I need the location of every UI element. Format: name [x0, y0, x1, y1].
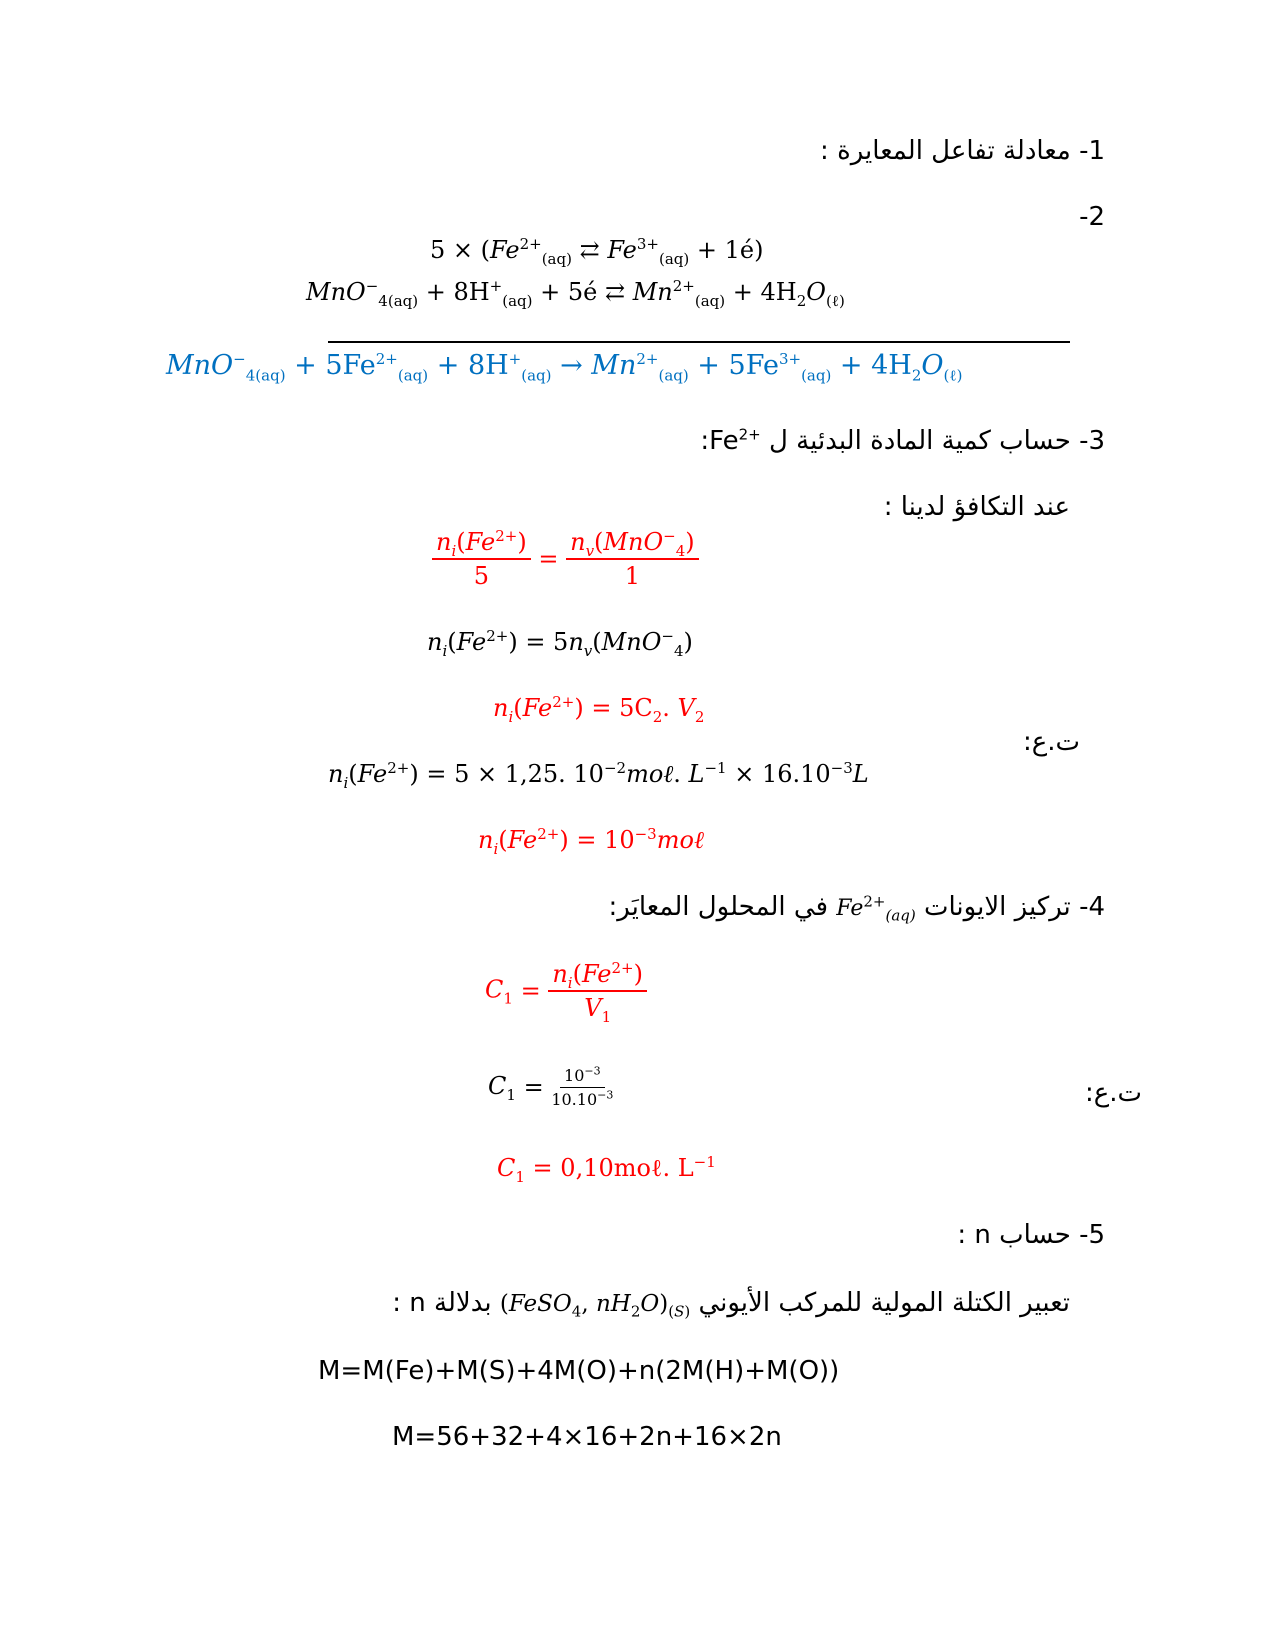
half-equation-reduction: $MnO^-_{4(aq)} + 8H^+_{(aq)}$ + 5é ⇄ $Mn^{2+}_{(aq)} + 4H_2O_{(\ell)}$ — [306, 277, 845, 310]
ni-result-value: 10 — [604, 826, 635, 854]
c1-numerator: 10 — [564, 1066, 585, 1085]
application-label-2: ت.ع: — [1084, 1078, 1142, 1108]
molar-formula-1: M=M(Fe)+M(S)+4M(O)+n(2M(H)+M(O)) — [318, 1356, 840, 1386]
ni-expression: $n_i(Fe^{2+}) = 5C_2$. $V_2$ — [493, 693, 705, 726]
question-3 — [700, 426, 1105, 456]
question-4-text-before: تركيز الايونات — [924, 892, 1071, 922]
question-2-number: 2- — [1079, 202, 1105, 232]
water-term: 4H — [760, 278, 797, 306]
half-equation-oxidation: $5 \times (Fe^{2+}_{(aq)}$ ⇄ $Fe^{3+}_{(aq)}$ + 1é) — [430, 235, 764, 268]
global-equation: $MnO^-_{4(aq)} + 5Fe^{2+}_{(aq)} + 8H^+_{(aq)} \to Mn^{2+}_{(aq)} + 5Fe^{3+}_{(aq)} + 4H_2O_{(\ell)}$ — [166, 350, 963, 385]
question-5-number: 5- — [1079, 1220, 1105, 1250]
h-term: 8H — [453, 278, 490, 306]
molar-formula-2: M=56+32+4×16+2n+16×2n — [392, 1422, 782, 1452]
question-4-number: 4- — [1079, 892, 1105, 922]
question-5-text: حساب n : — [957, 1220, 1071, 1250]
fe-species: Fe — [709, 426, 739, 456]
application-label-1: ت.ع: — [1022, 727, 1080, 757]
question-5 — [957, 1220, 1105, 1250]
question-1-number: 1- — [1079, 136, 1105, 166]
global-h: 8H — [467, 350, 509, 381]
ni-result: $n_i(Fe^{2+})$ = $10^{-3}mo\ell$ — [478, 825, 704, 858]
mno4-symbol: MnO — [306, 278, 366, 306]
electron-term: 5é — [567, 278, 598, 306]
c1-formula: $C_1$ = $\frac{n_i(Fe^{2+})}{V_1}$ — [485, 960, 647, 1022]
equation-separator — [328, 341, 1070, 343]
question-1 — [820, 136, 1105, 166]
fraction-ni-denominator: 5 — [473, 562, 489, 590]
question-1-text: معادلة تفاعل المعايرة : — [820, 136, 1071, 166]
equivalence-relation: $\frac{n_i(Fe^{2+})}{5}$ = $\frac{n_v(MnO^-_4)}{1}$ — [432, 528, 699, 590]
question-3-text: حساب كمية المادة البدئية ل — [769, 426, 1071, 456]
question-3-number: 3- — [1079, 426, 1105, 456]
c1-denominator: 10.10 — [551, 1090, 598, 1109]
global-water: 4H — [871, 350, 912, 381]
global-fe2: 5Fe — [325, 350, 376, 381]
mn-symbol: Mn — [632, 278, 673, 306]
global-mn: Mn — [591, 350, 637, 381]
ni-expr-coefficient: 5C — [619, 694, 653, 722]
fraction-ni: $\frac{n_i(Fe^{2+})}{5}$ — [432, 528, 531, 590]
fraction-nv: $\frac{n_v(MnO^-_4)}{1}$ — [566, 528, 699, 590]
question-4: 4- تركيز الايونات $Fe^{2+}_{(aq)}$ في المحلول المعايَر: — [608, 892, 1105, 925]
fe-symbol: Fe — [490, 236, 520, 264]
question-3-colon: : — [700, 426, 710, 456]
fraction-nv-denominator: 1 — [624, 562, 640, 590]
question-4-text-after: في المحلول المعايَر: — [608, 892, 829, 922]
oxidation-prefix: 5 × — [430, 236, 474, 264]
ni-relation: $n_i(Fe^{2+}) = 5n_v(MnO^-_4)$ — [427, 627, 693, 660]
ni-result-unit: moℓ — [656, 826, 704, 854]
c1-symbol: C — [488, 1072, 507, 1100]
c1-result: $C_1$ = 0,10moℓ. $L^{-1}$ — [497, 1153, 716, 1186]
molar-mass-statement: تعبير الكتلة المولية للمركب الأيوني (FeSO$_4$, $nH_2O)_{(S)}$ بدلالة n : — [392, 1288, 1070, 1321]
substitution-values: 5 × 1,25. 10 — [454, 760, 604, 788]
ni-numeric-substitution: $n_i(Fe^{2+}) = 5 \times 1,25$. $10^{-2}mo\ell$. $L^{-1} \times 16.10^{-3}L$ — [328, 759, 869, 792]
global-fe3: 5Fe — [728, 350, 779, 381]
c1-substitution: $C_1$ = $\frac{10^{-3}}{10.10^{-3}}$ — [488, 1064, 614, 1109]
equivalence-statement: عند التكافؤ لدينا : — [883, 492, 1070, 522]
molar-mass-text-before: تعبير الكتلة المولية للمركب الأيوني — [698, 1288, 1070, 1318]
global-mno4: MnO — [166, 350, 234, 381]
c1-result-value: 0,10moℓ. L — [560, 1154, 694, 1182]
molar-mass-text-after: بدلالة n : — [392, 1288, 492, 1318]
fe-charge: 2+ — [738, 425, 761, 444]
